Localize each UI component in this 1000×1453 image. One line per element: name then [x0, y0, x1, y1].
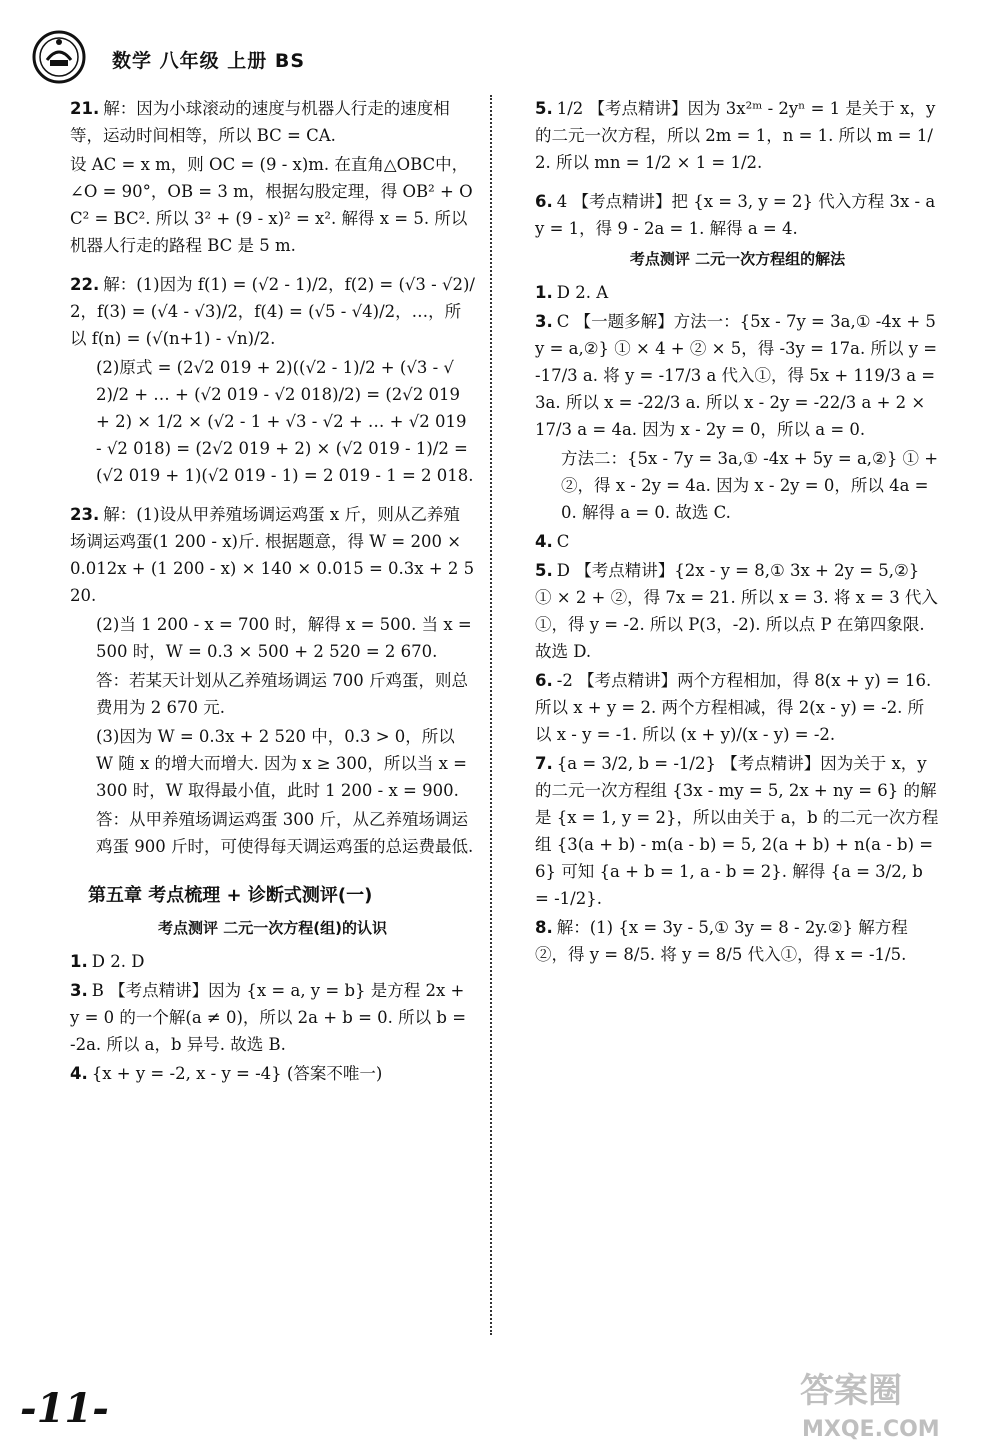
answer-21-cont: 设 AC = x m，则 OC = (9 - x)m. 在直角△OBC中，∠O = 90°，OB = 3 m，根据勾股定理，得 OB² + OC² = BC². 所以 3² + (9 - x)² = x². 解得 x = 5. 所以机器人行走的路程 BC 是 5 m.	[70, 155, 473, 255]
column-divider	[490, 95, 492, 1335]
answer-22: 22. 解：(1)因为 f(1) = (√2 - 1)/2，f(2) = (√3 - √2)/2，f(3) = (√4 - √3)/2，f(4) = (√5 - √4)/2，…，所以 f(n) = (√(n+1) - √n)/2.	[70, 275, 475, 348]
solve-answer-8: 8. 解：(1) {x = 3y - 5,① 3y = 8 - 2y.②} 解方程②，得 y = 8/5. 将 y = 8/5 代入①，得 x = -1/5.	[535, 918, 908, 964]
answer-5: 5. 1/2 【考点精讲】因为 3x²ᵐ - 2yⁿ = 1 是关于 x，y 的二元一次方程，所以 2m = 1，n = 1. 所以 m = 1/2. 所以 mn = 1/2 × 1 = 1/2.	[535, 99, 936, 172]
section-heading-right: 考点测评 二元一次方程组的解法	[629, 250, 846, 268]
section-heading-left: 考点测评 二元一次方程(组)的认识	[158, 919, 387, 937]
watermark-line1: 答案圈	[800, 1371, 902, 1411]
right-column	[535, 95, 940, 970]
answer-6: 6. 4 【考点精讲】把 {x = 3, y = 2} 代入方程 3x - ay = 1，得 9 - 2a = 1. 解得 a = 4.	[535, 192, 936, 238]
answer-23: 23. 解：(1)设从甲养殖场调运鸡蛋 x 斤，则从乙养殖场调运鸡蛋(1 200 - x)斤. 根据题意，得 W = 200 × 0.012x + (1 200 - x) × 140 × 0.015 = 0.3x + 2 520.	[70, 505, 475, 605]
page-header	[20, 30, 980, 90]
answer-22-part2: (2)原式 = (2√2 019 + 2)((√2 - 1)/2 + (√3 - √2)/2 + … + (√2 019 - √2 018)/2) = (2√2 019 + 2) × 1/2 × (√2 - 1 + √3 - √2 + … + √2 019 - √2 018) = (2√2 019 + 2) × (√2 019 - 1)/2 = (√2 019 + 1)(√2 019 - 1) = 2 019 - 1 = 2 018.	[96, 358, 474, 485]
watermark-logo	[780, 1360, 990, 1445]
answer-23-part2-reply: 答：若某天计划从乙养殖场调运 700 斤鸡蛋，则总费用为 2 670 元.	[96, 671, 468, 717]
watermark-line2: MXQE.COM	[802, 1417, 940, 1442]
page-number: -11-	[20, 1385, 109, 1432]
solve-answer-5: 5. D 【考点精讲】{2x - y = 8,① 3x + 2y = 5,②} ① × 2 + ②，得 7x = 21. 所以 x = 3. 将 x = 3 代入①，得 y = -2. 所以 P(3，-2). 所以点 P 在第四象限. 故选 D.	[535, 561, 938, 661]
answer-21: 21. 解：因为小球滚动的速度与机器人行走的速度相等，运动时间相等，所以 BC = CA.	[70, 99, 450, 145]
answer-23-part3-reply: 答：从甲养殖场调运鸡蛋 300 斤，从乙养殖场调运鸡蛋 900 斤时，可使得每天调运鸡蛋的总运费最低.	[96, 810, 474, 856]
answer-1-2: 1. D 2. D	[70, 952, 145, 971]
answer-4: 4. {x + y = -2, x - y = -4} (答案不唯一)	[70, 1064, 383, 1083]
solve-answer-4: 4. C	[535, 532, 570, 551]
left-column	[70, 95, 475, 1089]
solve-answer-7: 7. {a = 3/2, b = -1/2} 【考点精讲】因为关于 x，y 的二元一次方程组 {3x - my = 5, 2x + ny = 6} 的解是 {x = 1, y = 2}，所以由关于 a，b 的二元一次方程组 {3(a + b) - m(a - b) = 5, 2(a + b) + n(a - b) = 6} 可知 {a + b = 1, a - b = 2}. 解得 {a = 3/2, b = -1/2}.	[535, 754, 939, 908]
solve-answer-3-method2: 方法二：{5x - 7y = 3a,① -4x + 5y = a,②} ① + ②，得 x - 2y = 4a. 因为 x - 2y = 0，所以 4a = 0. 解得 a = 0. 故选 C.	[561, 449, 939, 522]
answer-3: 3. B 【考点精讲】因为 {x = a, y = b} 是方程 2x + y = 0 的一个解(a ≠ 0)，所以 2a + b = 0. 所以 b = -2a. 所以 a，b 异号. 故选 B.	[70, 981, 467, 1054]
solve-answer-3: 3. C 【一题多解】方法一：{5x - 7y = 3a,① -4x + 5y = a,②} ① × 4 + ② × 5，得 -3y = 17a. 所以 y = -17/3 a. 将 y = -17/3 a 代入①，得 5x + 119/3 a = 3a. 所以 x = -22/3 a. 所以 x - 2y = -22/3 a + 2 × 17/3 a = 4a. 因为 x - 2y = 0，所以 a = 0.	[535, 312, 938, 439]
answer-23-part3: (3)因为 W = 0.3x + 2 520 中，0.3 > 0，所以 W 随 x 的增大而增大. 因为 x ≥ 300，所以当 x = 300 时，W 取得最小值，此时 1 200 - x = 900.	[96, 727, 467, 800]
publisher-logo-icon	[32, 30, 86, 84]
solve-answer-1-2: 1. D 2. A	[535, 283, 609, 302]
chapter-heading: 第五章 考点梳理 + 诊断式测评(一)	[88, 885, 373, 906]
header-title: 数学 八年级 上册 BS	[112, 50, 306, 72]
solve-answer-6: 6. -2 【考点精讲】两个方程相加，得 8(x + y) = 16. 所以 x + y = 2. 两个方程相减，得 2(x - y) = -2. 所以 x - y = -1. 所以 (x + y)/(x - y) = -2.	[535, 671, 932, 744]
answer-23-part2: (2)当 1 200 - x = 700 时，解得 x = 500. 当 x = 500 时，W = 0.3 × 500 + 2 520 = 2 670.	[96, 615, 472, 661]
